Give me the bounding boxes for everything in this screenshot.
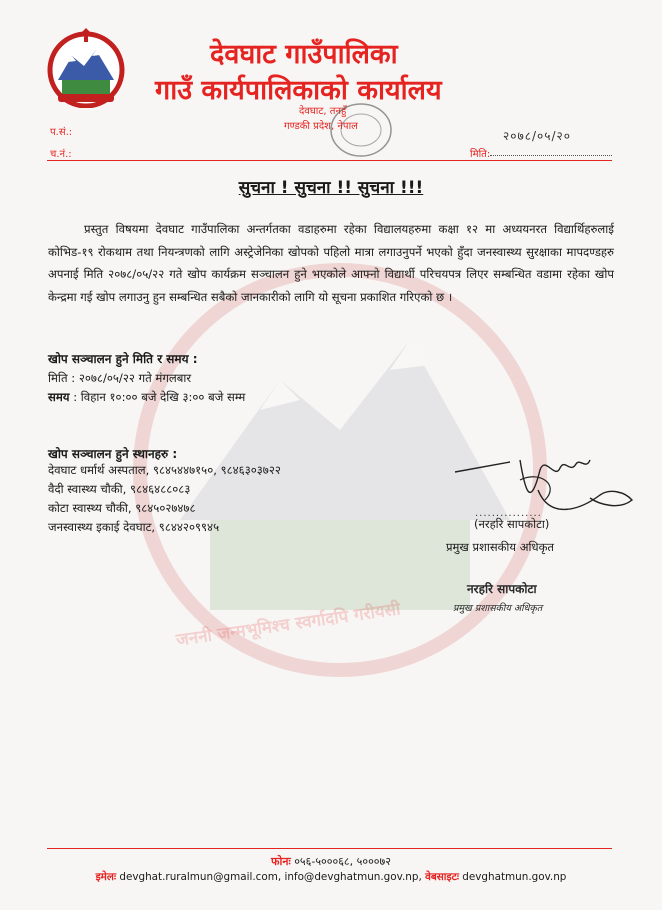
office-title-line1: देवघाट गाउँपालिका (210, 39, 398, 70)
chn-label: च.नं.: (50, 149, 72, 160)
schedule-time-value: : विहान १०:०० बजे देखि ३:०० बजे सम्म (73, 390, 246, 404)
footer-divider (47, 848, 612, 849)
signatory-post: प्रमुख प्रशासकीय अधिकृत (446, 540, 554, 554)
locations-heading: खोप सञ्चालन हुने स्थानहरु : (48, 447, 178, 461)
address-line1: देवघाट, तनहुँ (299, 106, 347, 117)
notice-title: सुचना ! सुचना !! सुचना !!! (238, 178, 424, 198)
schedule-date-value: : २०७८/०५/२२ गते मंगलबार (71, 371, 192, 385)
email-label: इमेलः (95, 871, 117, 883)
location-item: कोटा स्वास्थ्य चौकी, ९८४५०२७४७८ (48, 501, 196, 515)
email-value: devghat.ruralmun@gmail.com, info@devghatmun.gov.np, (119, 871, 422, 883)
seal-name: नरहरि सापकोटा (467, 582, 537, 596)
ps-label: प.सं.: (50, 127, 73, 138)
address-line2: गण्डकी प्रदेश, नेपाल (284, 121, 358, 132)
nepal-emblem-logo (44, 28, 128, 108)
location-item: देवघाट धर्मार्थ अस्पताल, ९८४५४४७१५०, ९८४६३०३७२२ (48, 463, 281, 477)
notice-body: प्रस्तुत विषयमा देवघाट गाउँपालिका अन्तर्गतका वडाहरुमा रहेका विद्यालयहरुमा कक्षा १२ मा अध्ययनरत विद्यार्थिहरुलाई कोभिड-१९ रोकथाम तथा नियन्त्रणको लागि अस्ट्रेजेनिका खोपको पहिलो मात्रा लगाउनुपर्ने भएको हुँदा जनस्वास्थ्य सुरक्षाका मापदण्डहरु अपनाई मिति २०७८/०५/२२ गते खोप कार्यक्रम सञ्चालन हुने भएकोले आफ्नो विद्यार्थी परिचयपत्र लिएर सम्बन्धित वडामा रहेका खोप केन्द्रमा गई खोप लगाउनु हुन सम्बन्धित सबैको जानकारीको लागि यो सूचना प्रकाशित गरिएको छ । (48, 222, 614, 304)
footer-phone (0, 854, 662, 869)
miti-dotted-line (490, 155, 612, 156)
website-label: वेबसाइटः (425, 871, 459, 883)
footer-contact (0, 870, 662, 884)
schedule-date (48, 371, 191, 386)
office-stamp (325, 100, 397, 160)
seal-post: प्रमुख प्रशासकीय अधिकृत (453, 603, 543, 614)
header-divider (47, 160, 612, 161)
location-item: वैदी स्वास्थ्य चौकी, ९८४६४८८०८३ (48, 482, 191, 496)
schedule-time-label: समय (48, 390, 70, 404)
website-value: devghatmun.gov.np (462, 871, 567, 883)
phone-value: ०५६-५०००६८, ५०००७२ (294, 855, 391, 868)
signatory-name: (नरहरि सापकोटा) (474, 517, 550, 531)
schedule-date-label: मिति (48, 371, 68, 385)
schedule-time (48, 390, 245, 405)
miti-label: मिति: (470, 149, 491, 160)
phone-label: फोनः (271, 855, 291, 868)
schedule-heading: खोप सञ्चालन हुने मिति र समय : (48, 352, 198, 366)
office-title-line2: गाउँ कार्यपालिकाको कार्यालय (155, 75, 442, 106)
watermark-motto: जननी जन्मभूमिश्च स्वर्गादपि गरीयसी (174, 599, 402, 651)
handwritten-date: २०७८/०५/२० (503, 129, 572, 143)
signature-dotted-line: ................ (475, 508, 542, 519)
location-item: जनस्वास्थ्य इकाई देवघाट, ९८४४२०९९४५ (48, 520, 220, 534)
